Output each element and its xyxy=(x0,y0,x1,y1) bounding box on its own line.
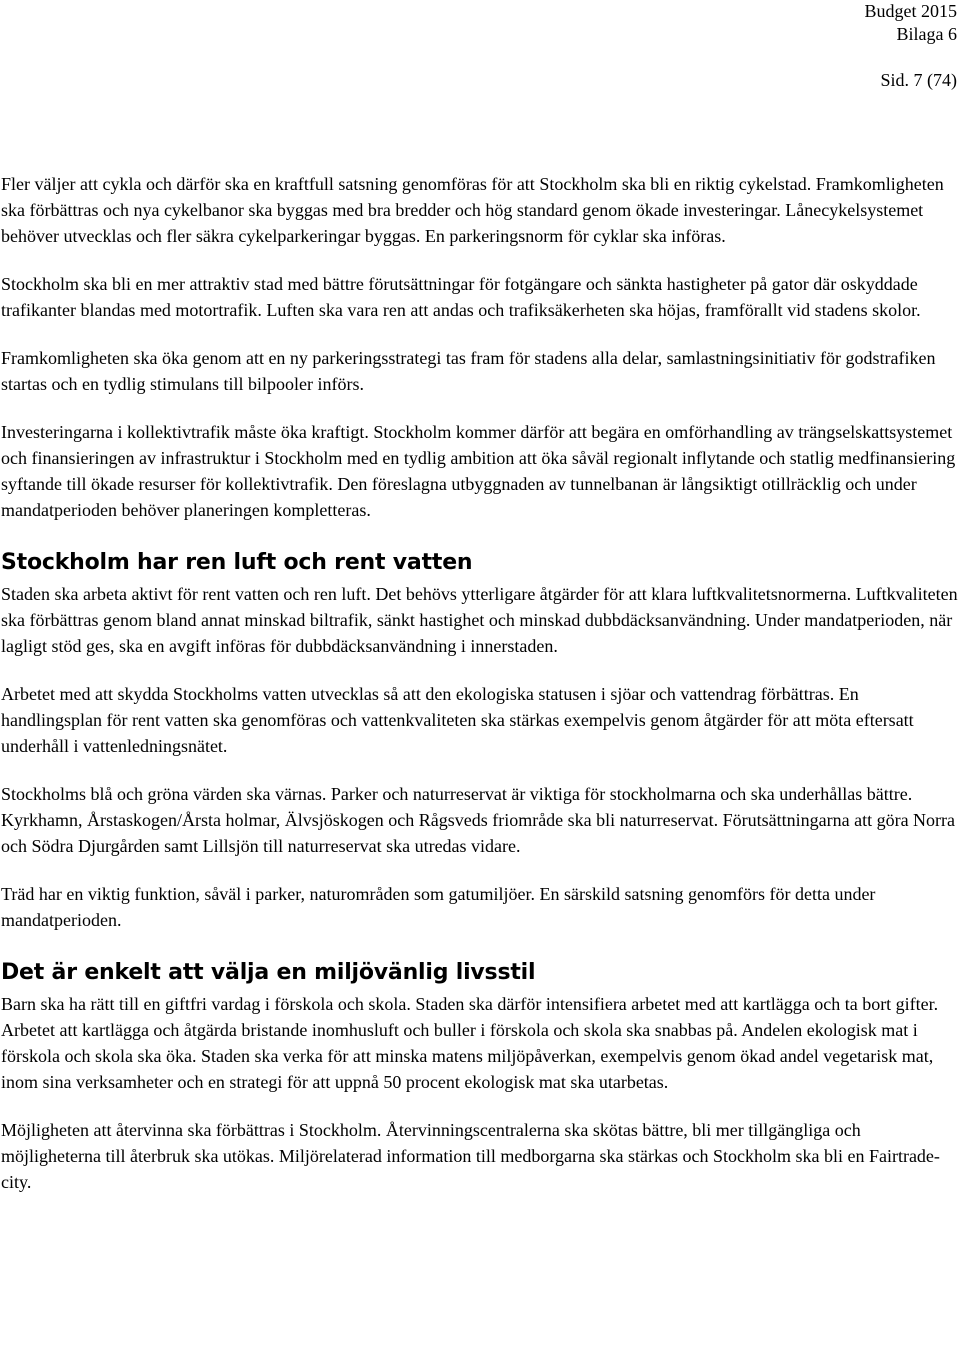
paragraph-cycling: Fler väljer att cykla och därför ska en kraftfull satsning genomföras för att Stockholm ska bli en riktig cykelstad. Framkomligheten ska förbättras och nya cykelbanor ska byggas med bra bredder och hög standard genom ökade investeringar. Lånecykelsystemet behöver utvecklas och fler säkra cykelparkeringar byggas. En parkeringsnorm för cyklar ska införas. xyxy=(1,174,944,246)
paragraph-air-quality: Staden ska arbeta aktivt för rent vatten och ren luft. Det behövs ytterligare åtgärder för att klara luftkvalitetsnormerna. Luftkvaliteten ska förbättras genom bland annat minskad biltrafik, sänkt hastighet och minskad dubbdäcksanvändning. Under mandatperioden, när lagligt stöd ges, ska en avgift införas för dubbdäcksanvändning i innerstaden. xyxy=(1,584,958,656)
document-body xyxy=(1,171,958,1217)
paragraph-parking-strategy: Framkomligheten ska öka genom att en ny parkeringsstrategi tas fram för stadens alla delar, samlastningsinitiativ för godstrafiken startas och en tydlig stimulans till bilpooler införs. xyxy=(1,348,936,394)
paragraph-water-protection: Arbetet med att skydda Stockholms vatten utvecklas så att den ekologiska statusen i sjöar och vattendrag förbättras. En handlingsplan för rent vatten ska genomföras och vattenkvaliteten ska stärkas exempelvis genom åtgärder för att möta eftersatt underhåll i vattenledningsnätet. xyxy=(1,684,914,756)
page-header xyxy=(865,0,958,92)
paragraph-recycling: Möjligheten att återvinna ska förbättras i Stockholm. Återvinningscentralerna ska skötas bättre, bli mer tillgängliga och möjligheterna till återbruk ska utökas. Miljörelaterad information till medborgarna ska stärkas och Stockholm ska bli en Fairtrade-city. xyxy=(1,1120,940,1192)
section-heading-clean-air: Stockholm har ren luft och rent vatten xyxy=(1,550,473,575)
appendix-label: Bilaga 6 xyxy=(896,24,957,44)
paragraph-public-transport: Investeringarna i kollektivtrafik måste öka kraftigt. Stockholm kommer därför att begära en omförhandling av trängselskattsystemet och finansieringen av infrastruktur i Stockholm med en tydlig ambition att öka såväl regionalt inflytande och statlig medfinansiering syftande till ökade resurser för kollektivtrafik. Den föreslagna utbyggnaden av tunnelbanan är långsiktigt otillräcklig och under mandatperioden behöver planeringen kompletteras. xyxy=(1,422,956,520)
section-heading-green-lifestyle: Det är enkelt att välja en miljövänlig livsstil xyxy=(1,960,536,985)
document-title: Budget 2015 xyxy=(864,1,957,21)
paragraph-pedestrians: Stockholm ska bli en mer attraktiv stad med bättre förutsättningar för fotgängare och sänkta hastigheter på gator där oskyddade trafikanter blandas med motortrafik. Luften ska vara ren att andas och trafiksäkerheten ska höjas, framförallt vid stadens skolor. xyxy=(1,274,921,320)
paragraph-trees: Träd har en viktig funktion, såväl i parker, naturområden som gatumiljöer. En särskild satsning genomförs för detta under mandatperioden. xyxy=(1,884,876,930)
page-number: Sid. 7 (74) xyxy=(880,70,957,90)
paragraph-toxin-free: Barn ska ha rätt till en giftfri vardag i förskola och skola. Staden ska därför intensifiera arbetet med att kartlägga och ta bort gifter. Arbetet att kartlägga och åtgärda bristande inomhusluft och buller i förskola och skola ska snabbas på. Andelen ekologisk mat i förskola och skola ska öka. Staden ska verka för att minska matens miljöpåverkan, exempelvis genom ökad andel vegetarisk mat, inom sina verksamheter och en strategi för att uppnå 50 procent ekologisk mat ska utarbetas. xyxy=(1,994,939,1092)
paragraph-nature-reserves: Stockholms blå och gröna värden ska värnas. Parker och naturreservat är viktiga för stockholmarna och ska underhållas bättre. Kyrkhamn, Årstaskogen/Årsta holmar, Älvsjöskogen och Rågsveds friområde ska bli naturreservat. Förutsättningarna att göra Norra och Södra Djurgården samt Lillsjön till naturreservat ska utredas vidare. xyxy=(1,784,956,856)
